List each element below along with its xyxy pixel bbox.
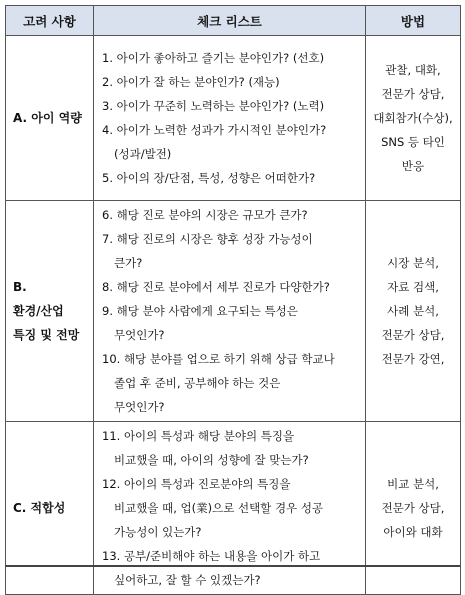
checklist-item-text: 13. 공부/준비해야 하는 내용을 아이가 하고 (102, 549, 321, 563)
checklist-item-text: 7. 해당 진로의 시장은 향후 성장 가능성이 (102, 232, 313, 246)
checklist-cell (94, 36, 366, 201)
category-label: B. (13, 280, 27, 294)
method-label: 전문가 상담, (381, 328, 445, 342)
checklist-item (102, 472, 362, 544)
checklist-item-text: 8. 해당 진로 분야에서 세부 진로가 다양한가? (102, 280, 330, 294)
checklist-item-text: 가능성이 있는가? (114, 525, 202, 539)
method-cell (366, 201, 461, 422)
method-label: 비교 분석, (387, 477, 439, 491)
method-label: 사례 분석, (387, 304, 439, 318)
checklist-item-text: 12. 아이의 특성과 진로분야의 특징을 (102, 477, 291, 491)
method-cell (366, 36, 461, 201)
method-label: 전문가 강연, (381, 352, 445, 366)
header-consideration: 고려 사항 (6, 6, 94, 36)
checklist-item-text: 싶어하고, 잘 할 수 있겠는가? (114, 573, 261, 587)
checklist-item-text: 3. 아이가 꾸준히 노력하는 분야인가? (노력) (102, 99, 325, 113)
category-label: C. 적합성 (13, 501, 66, 515)
category-label: A. 아이 역량 (13, 111, 82, 125)
header-row (6, 6, 461, 36)
checklist-item-text: 10. 해당 분야를 업으로 하기 위해 상급 학교나 (102, 352, 335, 366)
checklist-item (102, 299, 362, 347)
checklist-item (102, 424, 362, 472)
checklist-item-text: 6. 해당 진로 분야의 시장은 규모가 큰가? (102, 208, 308, 222)
method-label: 자료 검색, (387, 280, 439, 294)
checklist-item-text: 11. 아이의 특성과 해당 분야의 특징을 (102, 429, 295, 443)
method-label: 시장 분석, (387, 256, 439, 270)
method-label: 반응 (401, 159, 425, 173)
checklist-item (102, 227, 362, 275)
checklist-item (102, 275, 362, 299)
checklist-item-text: 무엇인가? (114, 400, 165, 414)
category-label: 특징 및 전망 (13, 328, 80, 342)
checklist-cell (94, 201, 366, 422)
checklist-item-text: 무엇인가? (114, 328, 165, 342)
header-checklist: 체크 리스트 (94, 6, 366, 36)
checklist-item (102, 46, 362, 70)
category-cell (6, 36, 94, 201)
checklist-item (102, 118, 362, 166)
method-label: 전문가 상담, (381, 87, 445, 101)
checklist-item (102, 94, 362, 118)
category-label: 환경/산업 (13, 304, 64, 318)
table-row (6, 36, 461, 201)
checklist-item-text: 4. 아이가 노력한 성과가 가시적인 분야인가? (102, 123, 327, 137)
checklist-item (102, 70, 362, 94)
category-cell (6, 201, 94, 422)
checklist-item-text: 졸업 후 준비, 공부해야 하는 것은 (114, 376, 281, 390)
method-label: 대회참가(수상), (373, 111, 453, 125)
checklist-item-text: (성과/발전) (114, 147, 172, 161)
header-method: 방법 (366, 6, 461, 36)
checklist-item-text: 큰가? (114, 256, 143, 270)
checklist-item-text: 비교했을 때, 업(業)으로 선택할 경우 성공 (114, 501, 324, 515)
bottom-rule (5, 565, 460, 567)
checklist-item (102, 347, 362, 419)
table-row (6, 201, 461, 422)
checklist-item-text: 5. 아이의 장/단점, 특성, 성향은 어떠한가? (102, 171, 316, 185)
method-label: 아이와 대화 (383, 525, 443, 539)
method-label: 전문가 상담, (381, 501, 445, 515)
checklist-item-text: 1. 아이가 좋아하고 즐기는 분야인가? (선호) (102, 51, 325, 65)
method-label: SNS 등 타인 (381, 135, 445, 149)
checklist-item-text: 2. 아이가 잘 하는 분야인가? (재능) (102, 75, 280, 89)
method-label: 관찰, 대화, (385, 63, 441, 77)
checklist-item (102, 544, 362, 592)
checklist-item-text: 9. 해당 분야 사람에게 요구되는 특성은 (102, 304, 298, 318)
checklist-item (102, 203, 362, 227)
checklist-item (102, 166, 362, 190)
checklist-table (5, 5, 461, 595)
checklist-item-text: 비교했을 때, 아이의 성향에 잘 맞는가? (114, 453, 309, 467)
